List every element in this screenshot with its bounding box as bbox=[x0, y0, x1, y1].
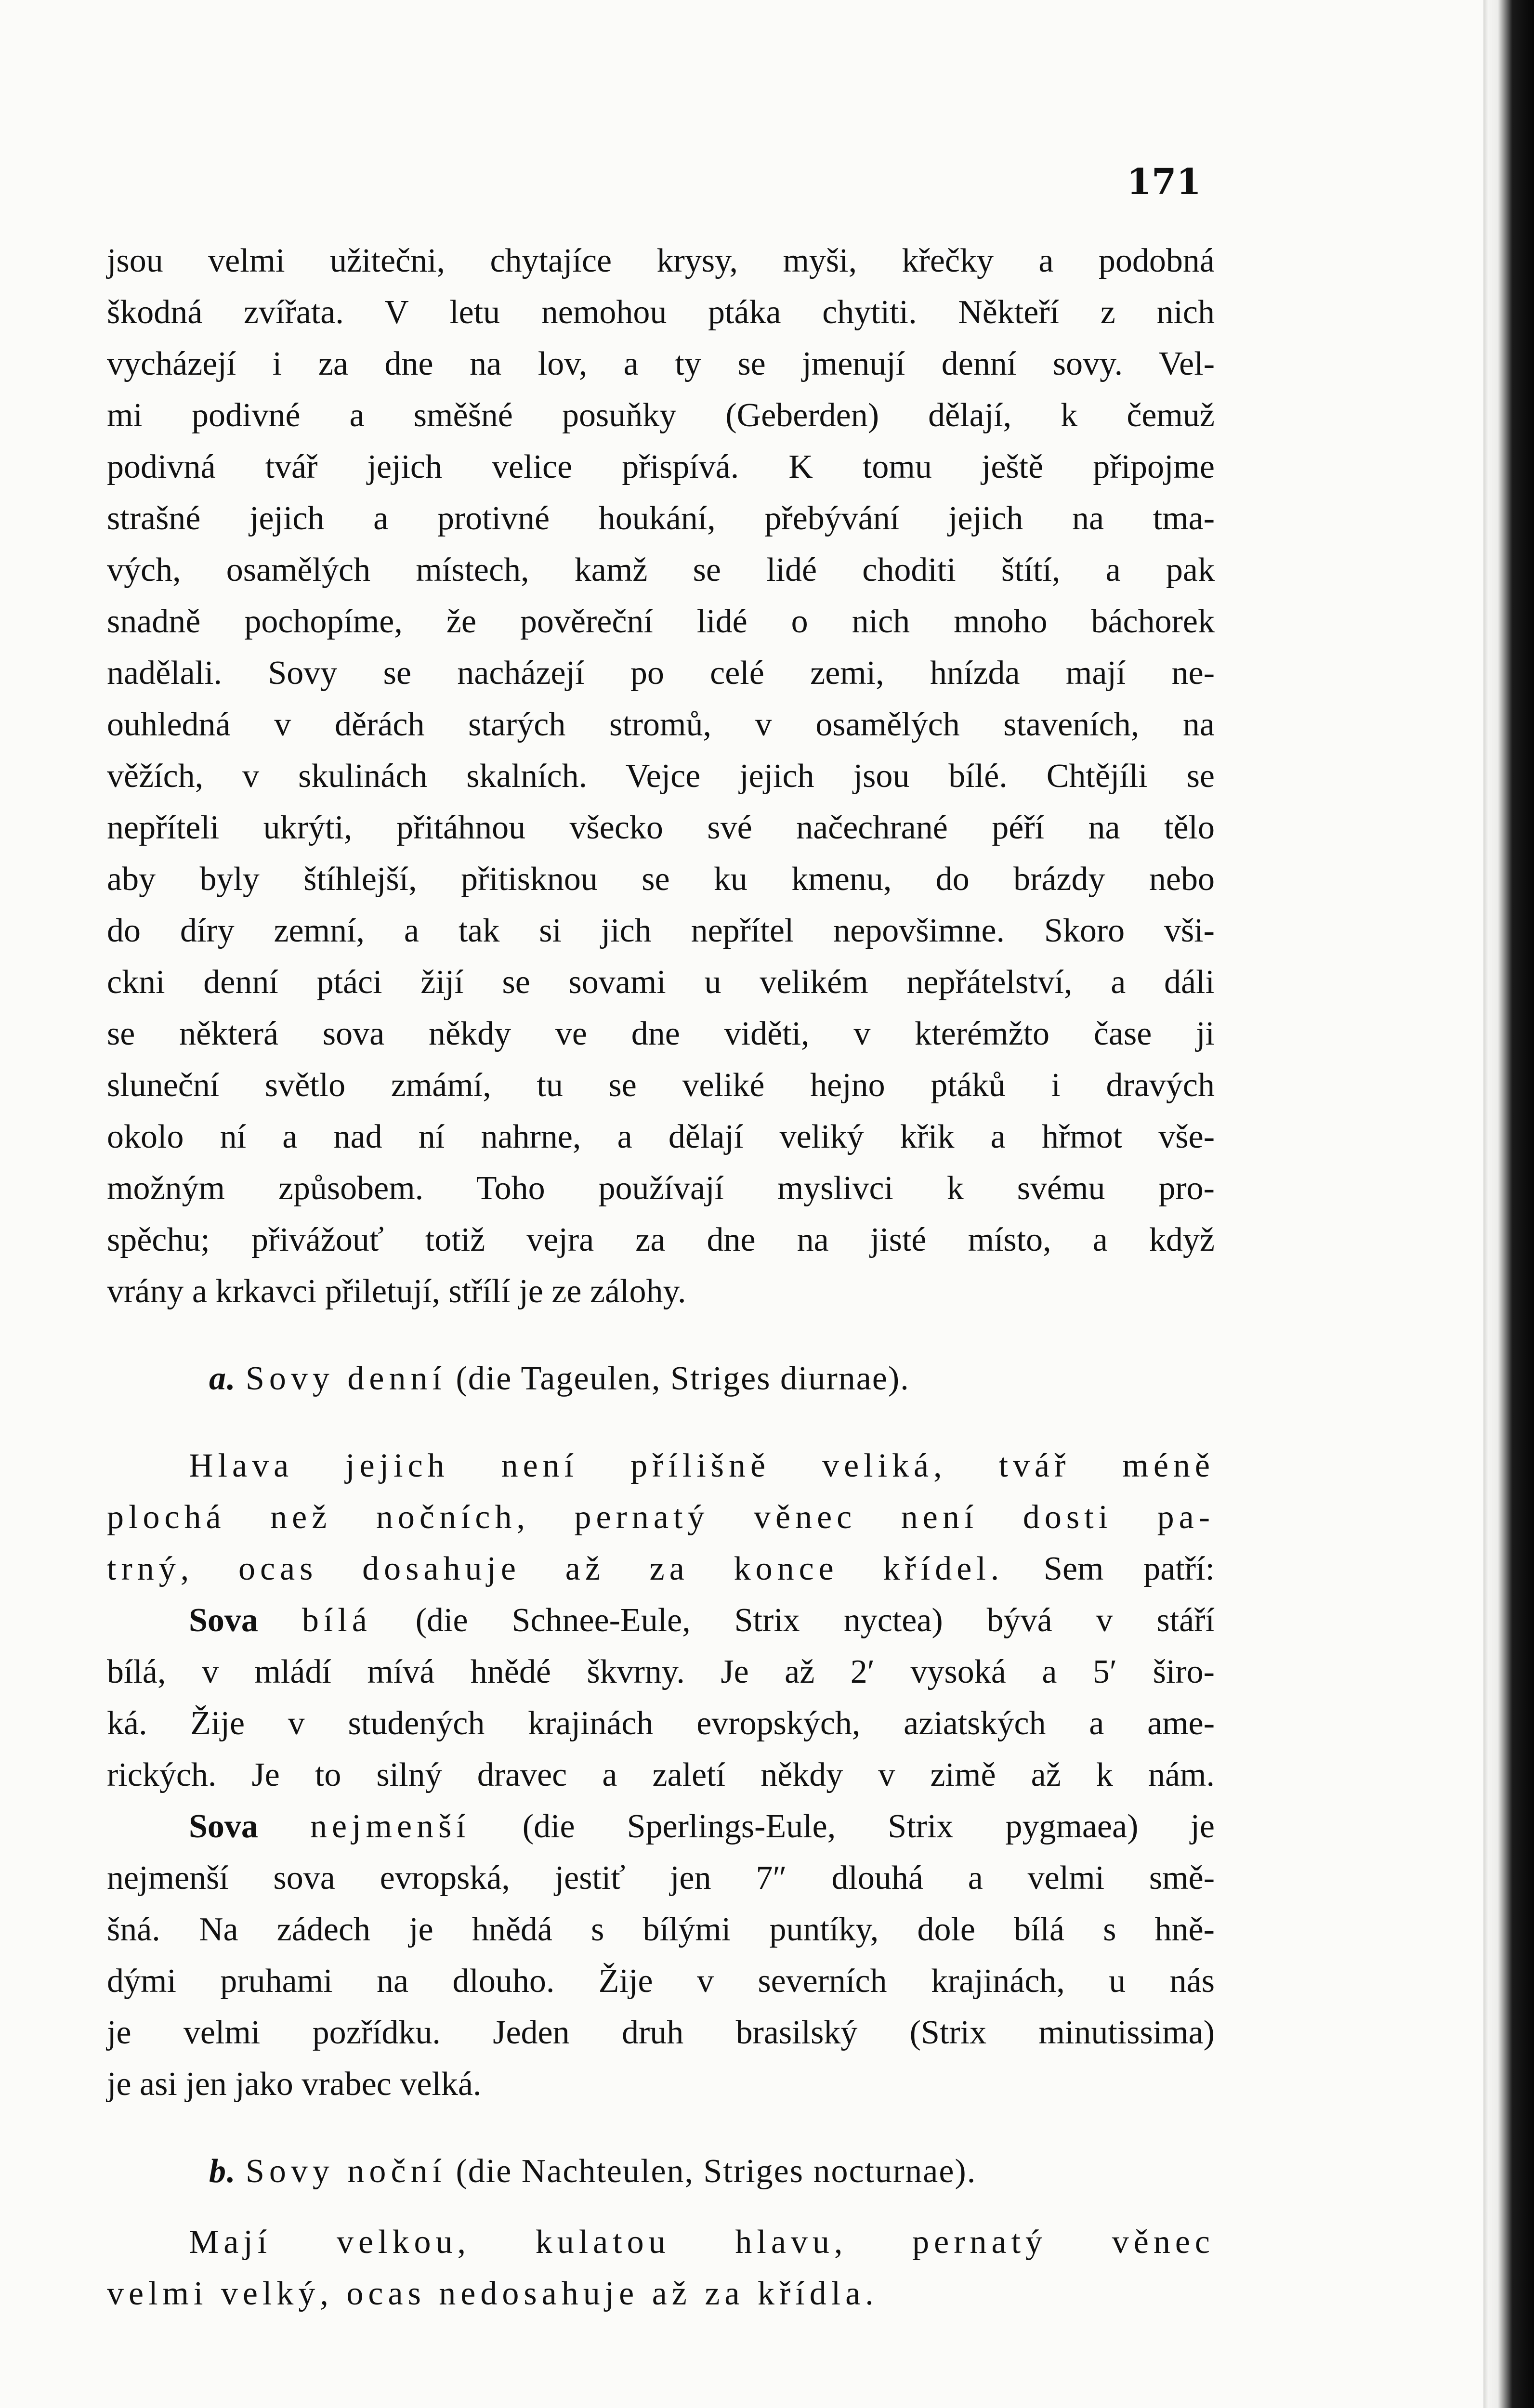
text-fragment: Sem patří: bbox=[1044, 1550, 1215, 1587]
species-epithet: bílá bbox=[302, 1602, 372, 1639]
text-line: ckni denní ptáci žijí se sovami u velikém nepřátelství, a dáli bbox=[107, 964, 1215, 1001]
section-title: Sovy noční bbox=[246, 2153, 446, 2190]
text-line: věžích, v skulinách skalních. Vejce jejich jsou bílé. Chtějíli se bbox=[107, 758, 1215, 795]
page-edge bbox=[1483, 0, 1534, 2408]
text-line: vých, osamělých místech, kamž se lidé choditi štítí, a pak bbox=[107, 551, 1215, 589]
section-heading-a bbox=[107, 1353, 1215, 1404]
section-letter: b. bbox=[209, 2153, 236, 2190]
section-subtitle: (die Tageulen, Striges diurnae). bbox=[456, 1360, 910, 1397]
species-name: Sova bbox=[189, 1808, 258, 1845]
species-epithet: nejmenší bbox=[310, 1808, 471, 1845]
text-line: bílá, v mládí mívá hnědé škvrny. Je až 2′ vysoká a 5′ širo- bbox=[107, 1653, 1215, 1690]
text-line bbox=[107, 1543, 1215, 1595]
text-line: škodná zvířata. V letu nemohou ptáka chytiti. Někteří z nich bbox=[107, 294, 1215, 331]
text-line: plochá než nočních, pernatý věnec není dosti pa- bbox=[107, 1499, 1215, 1536]
text-line: vrány a krkavci přiletují, střílí je ze zálohy. bbox=[107, 1273, 686, 1310]
page-text bbox=[107, 235, 1215, 2319]
text-line: vycházejí i za dne na lov, a ty se jmenují denní sovy. Vel- bbox=[107, 345, 1215, 382]
text-line: spěchu; přivážouť totiž vejra za dne na jisté místo, a když bbox=[107, 1221, 1215, 1258]
section-subtitle: (die Nachteulen, Striges nocturnae). bbox=[456, 2153, 977, 2190]
text-line: do díry zemní, a tak si jich nepřítel nepovšimne. Skoro vši- bbox=[107, 912, 1215, 949]
text-line: ouhledná v děrách starých stromů, v osamělých staveních, na bbox=[107, 706, 1215, 743]
text-line: šná. Na zádech je hnědá s bílými puntíky, dole bílá s hně- bbox=[107, 1911, 1215, 1948]
text-line: nepříteli ukrýti, přitáhnou všecko své načechrané péří na tělo bbox=[107, 809, 1215, 846]
text-line: podivná tvář jejich velice přispívá. K tomu ještě připojme bbox=[107, 448, 1215, 485]
text-line: ká. Žije v studených krajinách evropských, aziatských a ame- bbox=[107, 1705, 1215, 1742]
text-line bbox=[107, 1595, 1215, 1646]
text-line: Hlava jejich není přílišně veliká, tvář méně bbox=[189, 1447, 1215, 1484]
section-title: Sovy denní bbox=[246, 1360, 446, 1397]
text-line: je velmi pozřídku. Jeden druh brasilský (Strix minutissima) bbox=[107, 2014, 1215, 2051]
page-number: 171 bbox=[1127, 161, 1201, 203]
species-name: Sova bbox=[189, 1602, 258, 1639]
text-line: jsou velmi užitečni, chytajíce krysy, myši, křečky a podobná bbox=[107, 242, 1215, 279]
text-line: Mají velkou, kulatou hlavu, pernatý věnec bbox=[189, 2224, 1215, 2261]
text-line: sluneční světlo zmámí, tu se veliké hejno ptáků i dravých bbox=[107, 1067, 1215, 1104]
text-line: okolo ní a nad ní nahrne, a dělají veliký křik a hřmot vše- bbox=[107, 1118, 1215, 1155]
text-line: snadně pochopíme, že pověreční lidé o nich mnoho báchorek bbox=[107, 603, 1215, 640]
text-fragment: (die Sperlings-Eule, Strix pygmaea) je bbox=[522, 1808, 1215, 1845]
text-line: možným způsobem. Toho používají myslivci k svému pro- bbox=[107, 1170, 1215, 1207]
text-line: se některá sova někdy ve dne viděti, v kterémžto čase ji bbox=[107, 1015, 1215, 1052]
text-fragment: (die Schnee-Eule, Strix nyctea) bývá v stáří bbox=[415, 1602, 1215, 1639]
text-fragment: trný, ocas dosahuje až za konce křídel. bbox=[107, 1550, 1004, 1587]
text-line: dými pruhami na dlouho. Žije v severních krajinách, u nás bbox=[107, 1963, 1215, 2000]
text-line: nejmenší sova evropská, jestiť jen 7″ dlouhá a velmi smě- bbox=[107, 1859, 1215, 1897]
text-line: nadělali. Sovy se nacházejí po celé zemi, hnízda mají ne- bbox=[107, 654, 1215, 692]
section-letter: a. bbox=[209, 1360, 236, 1397]
text-line: mi podivné a směšné posuňky (Geberden) dělají, k čemuž bbox=[107, 397, 1215, 434]
section-heading-b bbox=[107, 2146, 1215, 2197]
text-line: je asi jen jako vrabec velká. bbox=[107, 2066, 482, 2103]
text-line: strašné jejich a protivné houkání, přebývání jejich na tma- bbox=[107, 500, 1215, 537]
text-line bbox=[107, 1801, 1215, 1852]
text-line: rických. Je to silný dravec a zaletí někdy v zimě až k nám. bbox=[107, 1756, 1215, 1793]
text-line: aby byly štíhlejší, přitisknou se ku kmenu, do brázdy nebo bbox=[107, 861, 1215, 898]
text-line: velmi velký, ocas nedosahuje až za křídla. bbox=[107, 2275, 878, 2312]
